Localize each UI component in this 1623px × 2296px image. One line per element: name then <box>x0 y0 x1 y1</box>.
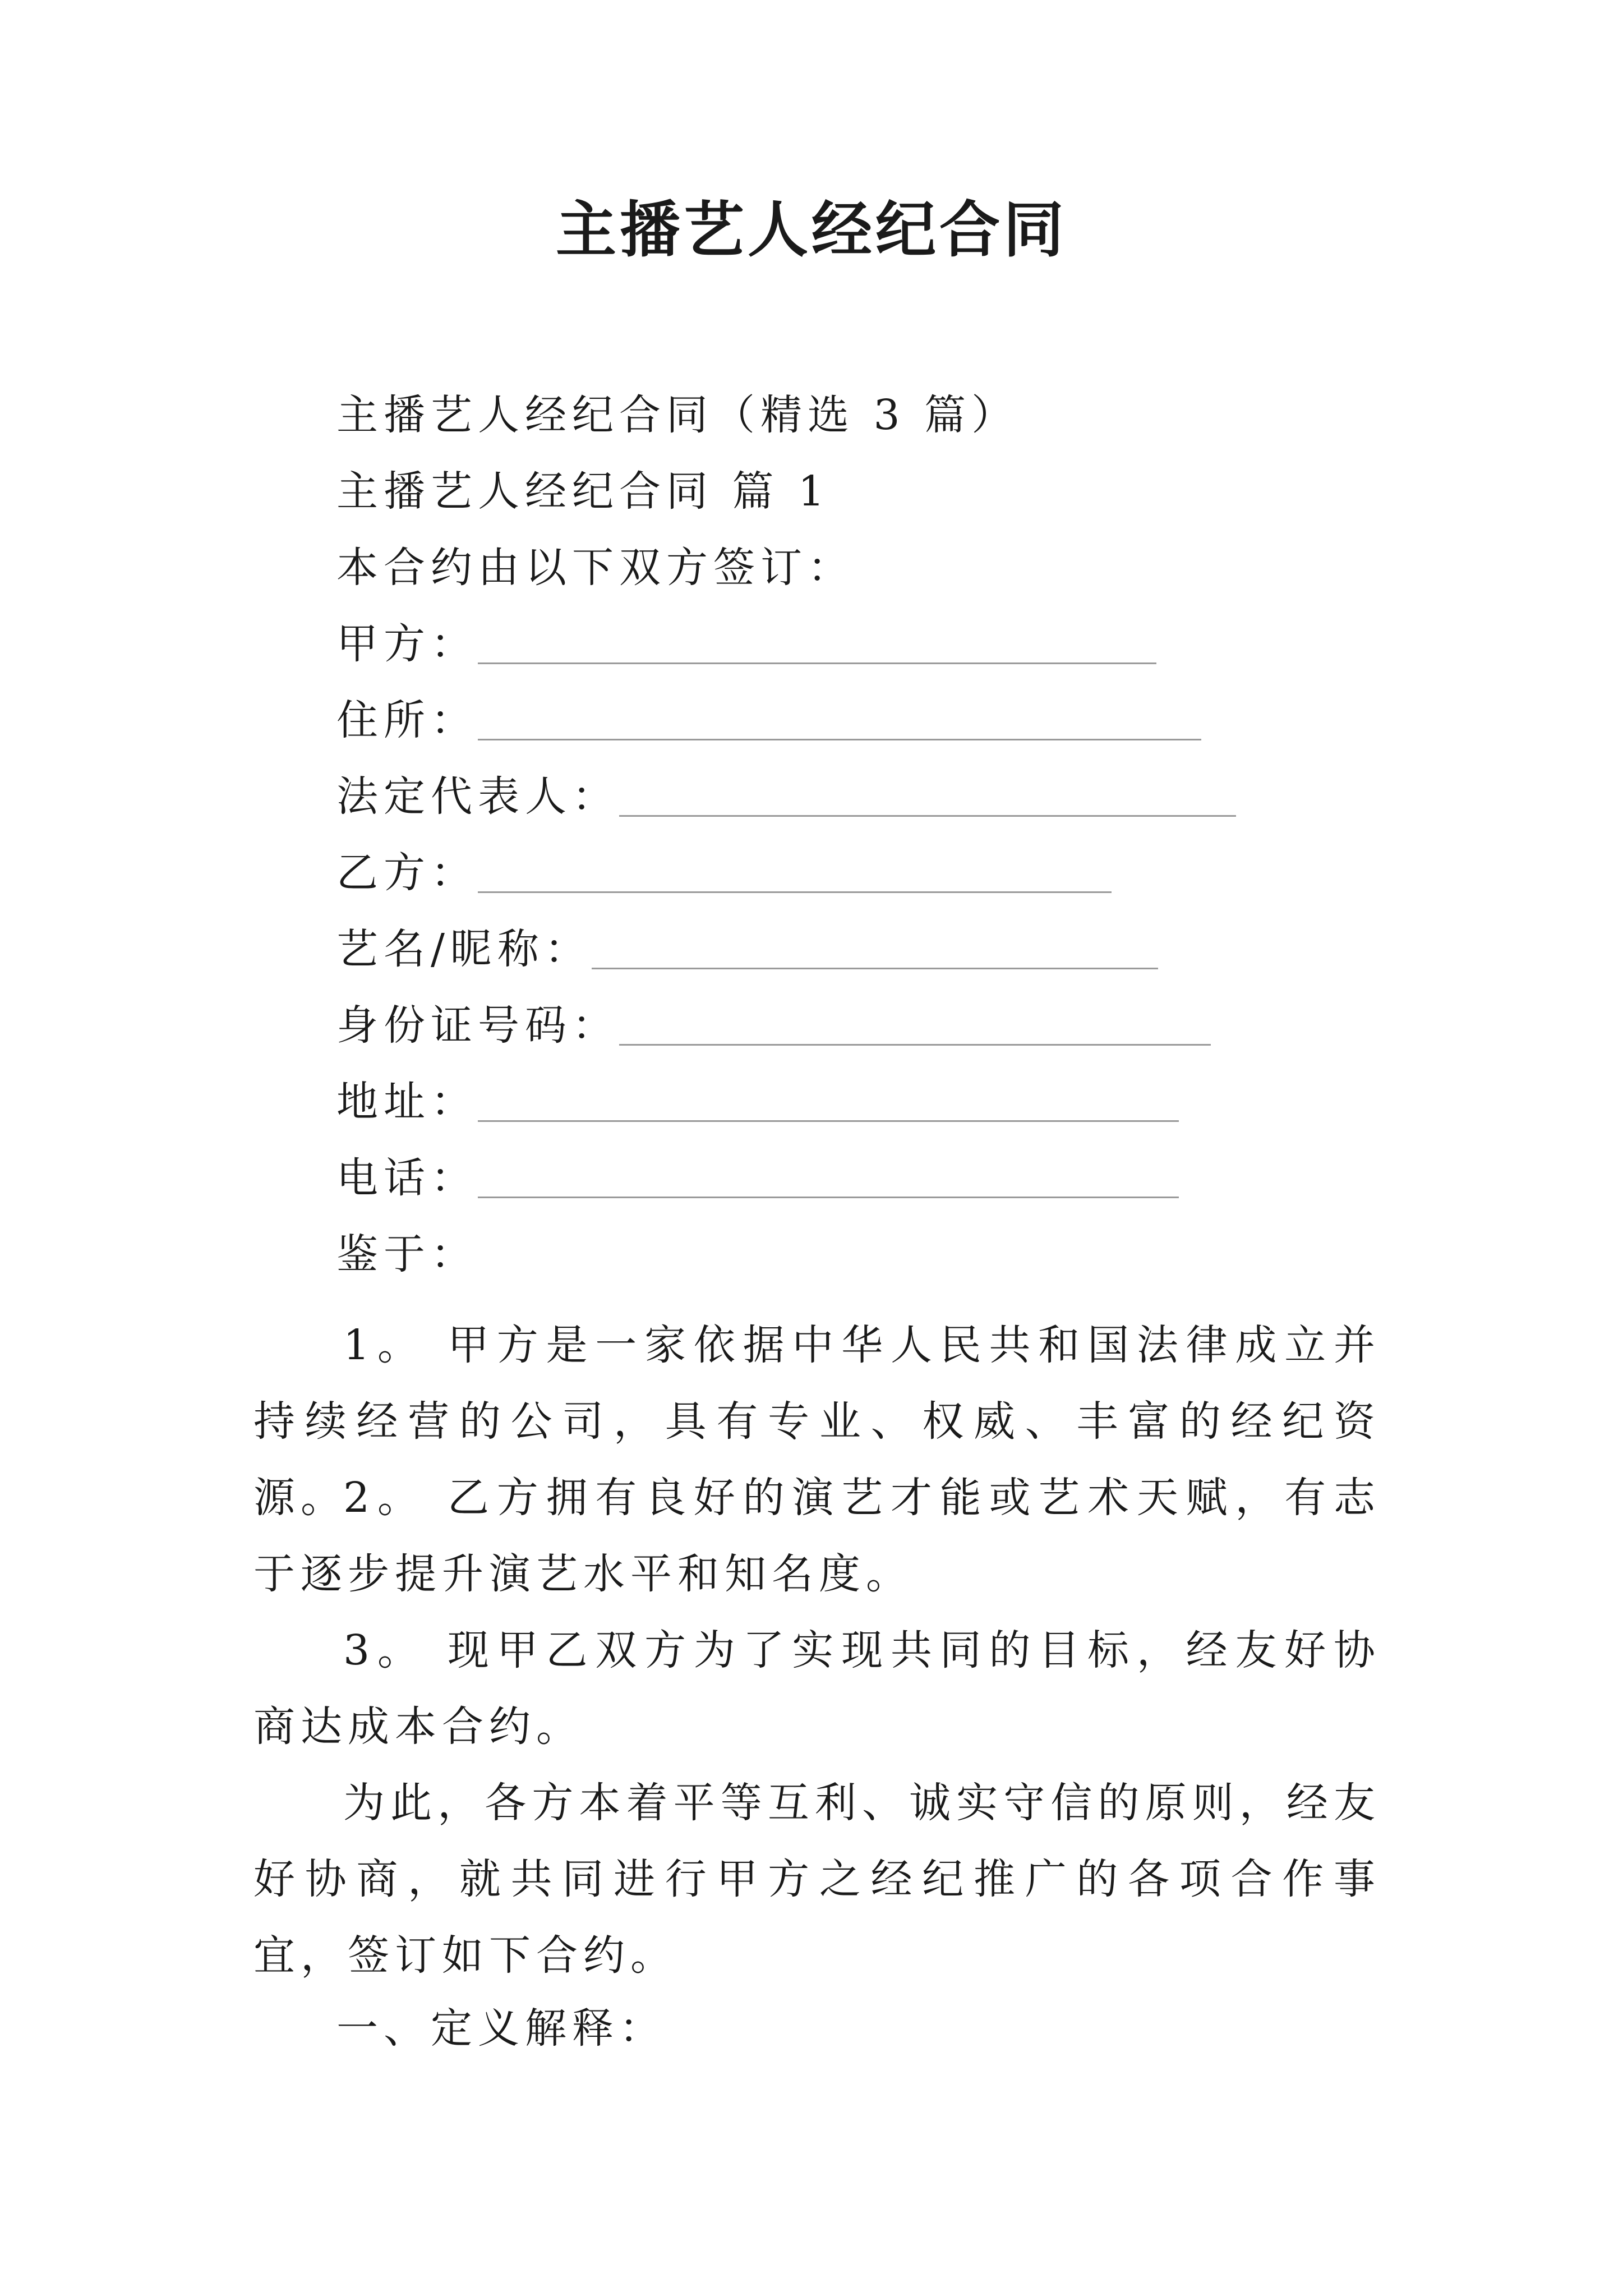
party-a-field <box>336 616 1156 672</box>
section-heading: 主播艺人经纪合同 篇 1 <box>336 467 831 516</box>
phone-blank <box>478 1157 1179 1198</box>
party-b-blank <box>478 852 1112 893</box>
document-subtitle: 主播艺人经纪合同（精选 3 篇） <box>336 391 1019 439</box>
closing-paragraph: 为此，各方本着平等互利、诚实守信的原则，经友好协商，就共同进行甲方之经纪推广的各项合作事宜，签订如下合约。 <box>253 1779 1381 1980</box>
address-a-field <box>336 692 1201 748</box>
legal-rep-blank <box>619 776 1236 817</box>
field-label: 艺名/昵称： <box>336 925 592 973</box>
clause-3: 3。 现甲乙双方为了实现共同的目标，经友好协商达成本合约。 <box>253 1626 1381 1751</box>
clause-1: 1。 甲方是一家依据中华人民共和国法律成立并持续经营的公司，具有专业、权威、丰富的经纪资源。 <box>253 1321 1381 1522</box>
address-b-field <box>336 1074 1179 1130</box>
document-title: 主播艺人经纪合同 <box>555 195 1067 265</box>
address-a-blank <box>478 700 1201 740</box>
stage-name-blank <box>592 928 1158 969</box>
whereas-label: 鉴于： <box>336 1230 478 1278</box>
field-label: 地址： <box>336 1078 478 1126</box>
field-label: 甲方： <box>336 620 478 668</box>
party-a-blank <box>478 623 1156 664</box>
clause-2: 2。 乙方拥有良好的演艺才能或艺术天赋，有志于逐步提升演艺水平和知名度。 <box>253 1474 1381 1598</box>
field-label: 住所： <box>336 696 478 744</box>
section-one-heading: 一、定义解释： <box>336 2004 666 2053</box>
field-label: 法定代表人： <box>336 772 619 821</box>
id-number-field <box>336 997 1211 1053</box>
field-label: 身份证号码： <box>336 1001 619 1050</box>
id-number-blank <box>619 1005 1211 1046</box>
intro-line: 本合约由以下双方签订： <box>336 544 855 592</box>
legal-rep-field <box>336 769 1236 825</box>
phone-field <box>336 1150 1179 1206</box>
party-b-field <box>336 845 1112 901</box>
address-b-blank <box>478 1081 1179 1122</box>
field-label: 电话： <box>336 1154 478 1202</box>
field-label: 乙方： <box>336 849 478 897</box>
stage-name-field <box>336 921 1158 977</box>
